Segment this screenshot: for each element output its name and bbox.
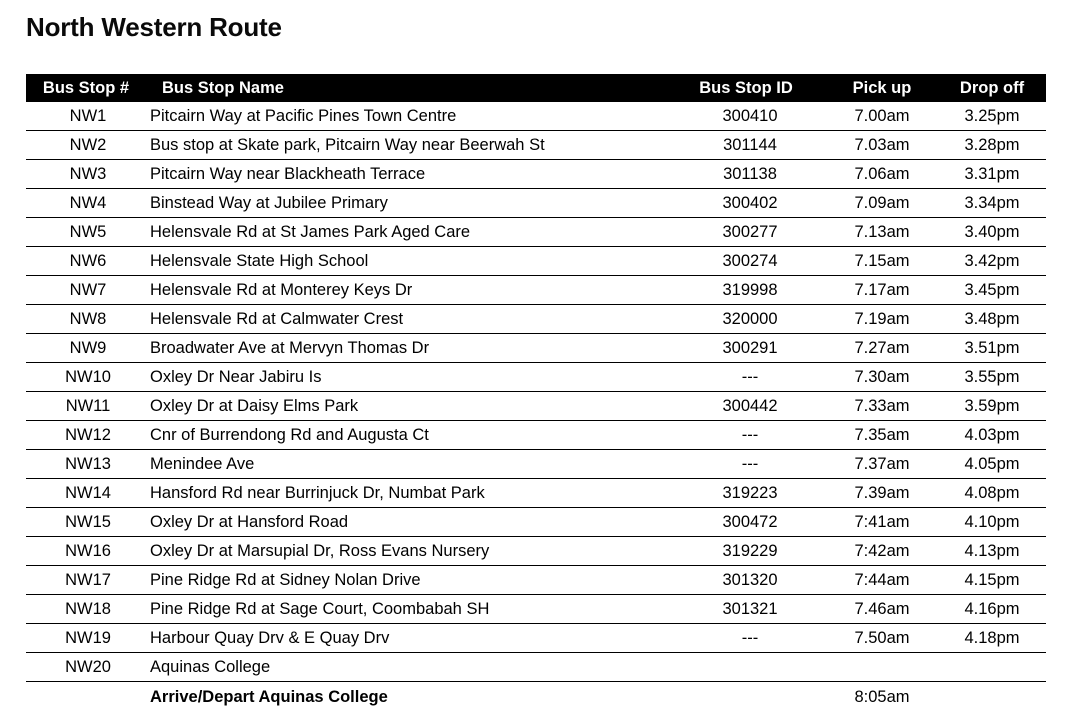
cell-pick-up: 7.27am bbox=[854, 339, 910, 357]
cell-bus-stop-name: Aquinas College bbox=[150, 658, 271, 676]
cell-bus-stop-id: 320000 bbox=[722, 310, 778, 328]
summary-cell-pick-up: 8:05am bbox=[854, 688, 910, 706]
cell-bus-stop-name: Binstead Way at Jubilee Primary bbox=[150, 194, 388, 212]
table-row bbox=[26, 247, 1046, 276]
cell-drop-off: 3.55pm bbox=[964, 368, 1020, 386]
cell-bus-stop-name: Pine Ridge Rd at Sage Court, Coombabah SH bbox=[150, 600, 490, 618]
cell-pick-up: 7.06am bbox=[854, 165, 910, 183]
cell-pick-up: 7.46am bbox=[854, 600, 910, 618]
cell-bus-stop-name: Helensvale Rd at Monterey Keys Dr bbox=[150, 281, 413, 299]
cell-bus-stop-id: 300291 bbox=[722, 339, 778, 357]
table-body bbox=[26, 102, 1046, 712]
cell-drop-off: 3.42pm bbox=[964, 252, 1020, 270]
table-row bbox=[26, 479, 1046, 508]
cell-bus-stop-number: NW8 bbox=[69, 310, 107, 328]
cell-bus-stop-number: NW1 bbox=[69, 107, 107, 125]
cell-bus-stop-number: NW20 bbox=[65, 658, 111, 676]
cell-bus-stop-id: --- bbox=[741, 629, 759, 647]
cell-pick-up: 7.09am bbox=[854, 194, 910, 212]
cell-bus-stop-number: NW3 bbox=[69, 165, 107, 183]
cell-bus-stop-id: 301144 bbox=[723, 136, 777, 154]
summary-row bbox=[26, 682, 1046, 712]
timetable-container bbox=[26, 74, 1046, 712]
cell-bus-stop-name: Broadwater Ave at Mervyn Thomas Dr bbox=[150, 339, 430, 357]
cell-bus-stop-id: 319998 bbox=[722, 281, 778, 299]
cell-drop-off: 4.16pm bbox=[964, 600, 1020, 618]
cell-bus-stop-name: Menindee Ave bbox=[150, 455, 255, 473]
table-row bbox=[26, 334, 1046, 363]
cell-drop-off: 3.34pm bbox=[964, 194, 1020, 212]
column-header-bus-stop-name: Bus Stop Name bbox=[162, 79, 284, 97]
table-header bbox=[26, 74, 1046, 102]
cell-drop-off: 4.03pm bbox=[964, 426, 1020, 444]
table-row bbox=[26, 305, 1046, 334]
cell-bus-stop-id: --- bbox=[741, 455, 759, 473]
cell-drop-off: 3.40pm bbox=[964, 223, 1020, 241]
cell-bus-stop-id: 319229 bbox=[722, 542, 778, 560]
cell-drop-off: 4.13pm bbox=[964, 542, 1020, 560]
cell-bus-stop-name: Oxley Dr Near Jabiru Is bbox=[150, 368, 322, 386]
cell-pick-up: 7:44am bbox=[854, 571, 910, 589]
cell-pick-up: 7.37am bbox=[854, 455, 910, 473]
cell-bus-stop-name: Helensvale Rd at Calmwater Crest bbox=[150, 310, 404, 328]
summary-cell-bus-stop-number bbox=[26, 682, 150, 712]
cell-pick-up: 7.00am bbox=[854, 107, 910, 125]
cell-bus-stop-number: NW4 bbox=[69, 194, 107, 212]
cell-drop-off: 3.59pm bbox=[964, 397, 1020, 415]
cell-bus-stop-name: Oxley Dr at Daisy Elms Park bbox=[150, 397, 359, 415]
summary-cell-bus-stop-id bbox=[674, 682, 826, 712]
column-header-drop-off: Drop off bbox=[959, 79, 1025, 97]
cell-pick-up: 7:42am bbox=[854, 542, 910, 560]
table-row bbox=[26, 160, 1046, 189]
cell-bus-stop-name: Oxley Dr at Hansford Road bbox=[150, 513, 349, 531]
cell-bus-stop-id: 300402 bbox=[722, 194, 778, 212]
cell-bus-stop-id: 300277 bbox=[722, 223, 778, 241]
table-row bbox=[26, 421, 1046, 450]
cell-bus-stop-id: 301321 bbox=[722, 600, 778, 618]
table-row bbox=[26, 131, 1046, 160]
cell-bus-stop-number: NW7 bbox=[69, 281, 107, 299]
cell-bus-stop-name: Helensvale State High School bbox=[150, 252, 369, 270]
cell-bus-stop-name: Hansford Rd near Burrinjuck Dr, Numbat Park bbox=[150, 484, 485, 502]
cell-bus-stop-id: 301138 bbox=[723, 165, 777, 183]
table-row bbox=[26, 450, 1046, 479]
cell-bus-stop-number: NW10 bbox=[65, 368, 111, 386]
column-header-bus-stop-id: Bus Stop ID bbox=[699, 79, 793, 97]
cell-pick-up: 7.35am bbox=[854, 426, 910, 444]
cell-bus-stop-id: --- bbox=[741, 368, 759, 386]
column-header-bus-stop-number: Bus Stop # bbox=[42, 79, 130, 97]
table-row bbox=[26, 508, 1046, 537]
cell-bus-stop-name: Pitcairn Way near Blackheath Terrace bbox=[150, 165, 426, 183]
cell-bus-stop-number: NW17 bbox=[65, 571, 111, 589]
cell-drop-off: 4.18pm bbox=[964, 629, 1020, 647]
cell-bus-stop-id bbox=[674, 653, 826, 682]
cell-bus-stop-id: 301320 bbox=[722, 571, 778, 589]
bus-route-timetable bbox=[26, 74, 1046, 712]
table-row bbox=[26, 218, 1046, 247]
table-row bbox=[26, 653, 1046, 682]
table-row bbox=[26, 624, 1046, 653]
cell-bus-stop-number: NW6 bbox=[69, 252, 107, 270]
cell-pick-up: 7.50am bbox=[854, 629, 910, 647]
cell-bus-stop-number: NW9 bbox=[69, 339, 107, 357]
table-row bbox=[26, 189, 1046, 218]
cell-bus-stop-number: NW5 bbox=[69, 223, 107, 241]
cell-pick-up: 7.39am bbox=[854, 484, 910, 502]
cell-drop-off: 4.10pm bbox=[964, 513, 1020, 531]
summary-cell-drop-off bbox=[938, 682, 1046, 712]
cell-bus-stop-id: 300274 bbox=[722, 252, 778, 270]
cell-bus-stop-id: 300442 bbox=[722, 397, 778, 415]
table-row bbox=[26, 276, 1046, 305]
cell-bus-stop-number: NW18 bbox=[65, 600, 111, 618]
table-row bbox=[26, 363, 1046, 392]
table-row bbox=[26, 537, 1046, 566]
cell-bus-stop-name: Pine Ridge Rd at Sidney Nolan Drive bbox=[150, 571, 421, 589]
cell-bus-stop-number: NW13 bbox=[65, 455, 111, 473]
cell-drop-off: 4.05pm bbox=[964, 455, 1020, 473]
cell-pick-up: 7.30am bbox=[854, 368, 910, 386]
cell-bus-stop-id: 300472 bbox=[722, 513, 778, 531]
cell-pick-up: 7.17am bbox=[854, 281, 910, 299]
cell-drop-off: 4.15pm bbox=[964, 571, 1020, 589]
cell-bus-stop-name: Helensvale Rd at St James Park Aged Care bbox=[150, 223, 471, 241]
cell-drop-off bbox=[938, 653, 1046, 682]
cell-pick-up: 7.15am bbox=[854, 252, 910, 270]
cell-bus-stop-id: 300410 bbox=[722, 107, 778, 125]
cell-drop-off: 4.08pm bbox=[964, 484, 1020, 502]
cell-bus-stop-id: 319223 bbox=[722, 484, 778, 502]
cell-bus-stop-number: NW15 bbox=[65, 513, 111, 531]
cell-bus-stop-number: NW12 bbox=[65, 426, 111, 444]
table-header-row bbox=[26, 74, 1046, 102]
summary-cell-bus-stop-name: Arrive/Depart Aquinas College bbox=[150, 688, 388, 706]
cell-pick-up: 7.19am bbox=[854, 310, 910, 328]
page-title: North Western Route bbox=[26, 12, 282, 42]
cell-drop-off: 3.28pm bbox=[964, 136, 1020, 154]
cell-drop-off: 3.25pm bbox=[964, 107, 1020, 125]
cell-bus-stop-name: Cnr of Burrendong Rd and Augusta Ct bbox=[150, 426, 429, 444]
column-header-pick-up: Pick up bbox=[852, 79, 912, 97]
cell-bus-stop-number: NW2 bbox=[69, 136, 107, 154]
cell-bus-stop-number: NW19 bbox=[65, 629, 111, 647]
cell-pick-up bbox=[826, 653, 938, 682]
table-row bbox=[26, 392, 1046, 421]
cell-bus-stop-name: Harbour Quay Drv & E Quay Drv bbox=[150, 629, 390, 647]
cell-bus-stop-number: NW16 bbox=[65, 542, 111, 560]
cell-bus-stop-id: --- bbox=[741, 426, 759, 444]
cell-pick-up: 7.03am bbox=[854, 136, 910, 154]
cell-drop-off: 3.45pm bbox=[964, 281, 1020, 299]
cell-pick-up: 7:41am bbox=[854, 513, 910, 531]
table-row bbox=[26, 595, 1046, 624]
cell-bus-stop-name: Bus stop at Skate park, Pitcairn Way near Beerwah St bbox=[150, 136, 545, 154]
table-row bbox=[26, 102, 1046, 131]
cell-drop-off: 3.48pm bbox=[964, 310, 1020, 328]
table-row bbox=[26, 566, 1046, 595]
cell-pick-up: 7.33am bbox=[854, 397, 910, 415]
cell-drop-off: 3.51pm bbox=[964, 339, 1020, 357]
cell-bus-stop-name: Oxley Dr at Marsupial Dr, Ross Evans Nursery bbox=[150, 542, 490, 560]
cell-drop-off: 3.31pm bbox=[964, 165, 1020, 183]
cell-bus-stop-number: NW11 bbox=[65, 397, 111, 415]
cell-pick-up: 7.13am bbox=[854, 223, 910, 241]
cell-bus-stop-name: Pitcairn Way at Pacific Pines Town Centre bbox=[150, 107, 457, 125]
cell-bus-stop-number: NW14 bbox=[65, 484, 111, 502]
